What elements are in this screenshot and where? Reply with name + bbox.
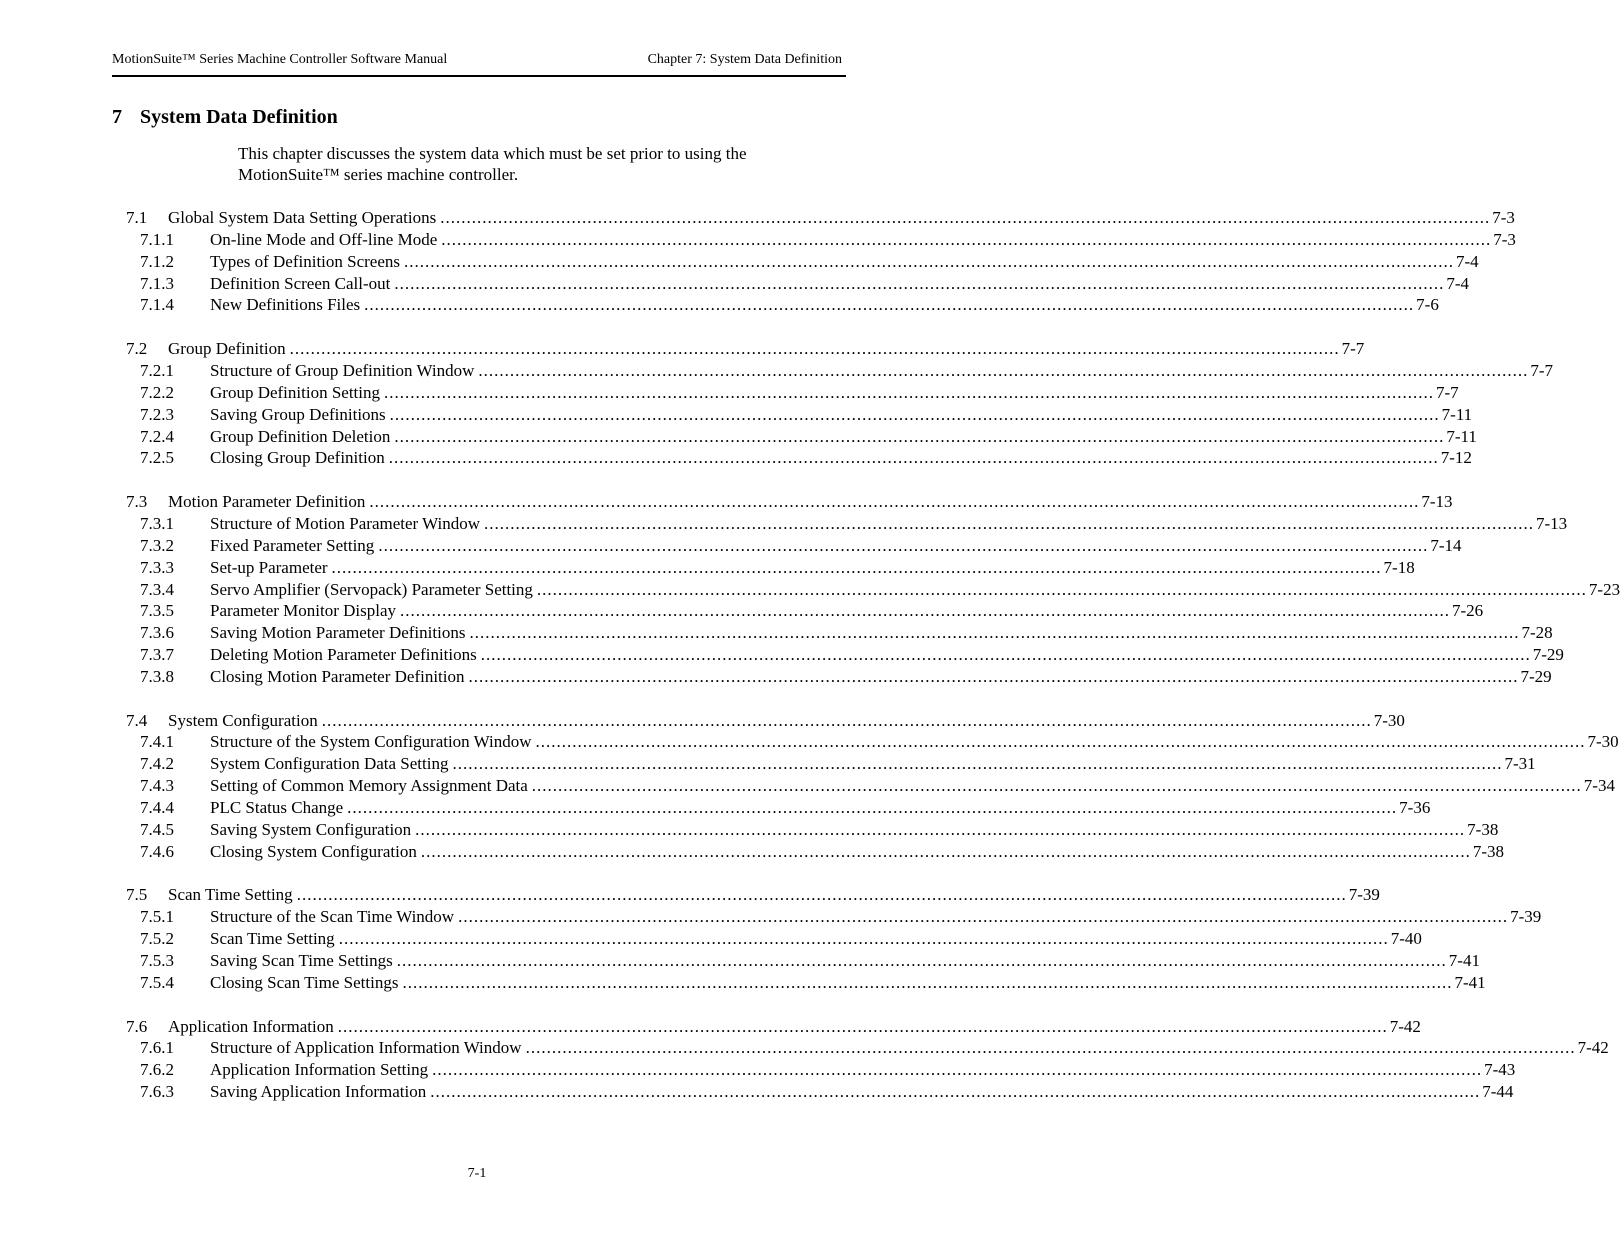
toc-entry-page: 7-13 [1536,513,1568,533]
toc-entry-number: 7.2.4 [140,426,174,446]
toc-entry-number: 7.4.5 [140,819,174,839]
toc-entry-title: Saving System Configuration [210,819,412,839]
toc-entry-page: 7-44 [1482,1082,1514,1101]
toc-entry-title: System Configuration Data Setting [210,754,449,774]
toc-entry-title: System Configuration [168,710,318,730]
toc-entry-number: 7.2.2 [140,382,174,402]
toc-leader-dots: ........................................................................................................................................................................................................ [536,579,1587,599]
toc-entry-number: 7.3.1 [140,513,174,533]
toc-entry-page: 7-31 [1504,754,1536,774]
toc-leader-dots: ........................................................................................................................................................................................................ [468,666,1519,686]
toc-entry [140,535,1462,556]
toc-entry-page: 7-3 [1493,229,1516,249]
toc-entry-title: Closing Group Definition [210,448,385,468]
page-header [112,52,846,77]
toc-leader-dots: ........................................................................................................................................................................................................ [404,251,1455,271]
chapter-heading [112,106,338,129]
toc-entry-page: 7-28 [1521,623,1553,643]
header-chapter-title: Chapter 7: System Data Definition [647,52,842,67]
toc-entry-title: On-line Mode and Off-line Mode [210,229,438,249]
toc-entry-page: 7-39 [1510,907,1542,927]
toc-leader-dots: ........................................................................................................................................................................................................ [420,841,1471,861]
toc-entry-page: 7-29 [1532,645,1564,664]
toc-entry-page: 7-13 [1421,492,1453,512]
toc-entry [140,841,1505,862]
toc-entry-page: 7-30 [1373,710,1405,730]
toc-entry-page: 7-7 [1530,361,1554,380]
toc-entry-number: 7.6.2 [140,1060,174,1080]
toc-entry [140,294,1439,315]
toc-entry-number: 7.5.4 [140,972,174,992]
chapter-intro: This chapter discusses the system data which must be set prior to using the MotionSuite™ series machine controller. [238,144,747,184]
toc-leader-dots: ........................................................................................................................................................................................................ [415,819,1466,839]
toc-entry [126,710,1405,731]
toc-entry [140,1037,1609,1058]
toc-entry-number: 7.2.5 [140,448,174,468]
toc-entry-number: 7.3.5 [140,601,174,621]
toc-entry [140,775,1615,796]
toc-entry [126,884,1380,905]
toc-entry-page: 7-4 [1456,251,1479,271]
toc-entry-page: 7-30 [1587,732,1619,752]
toc-entry-number: 7.1.2 [140,251,174,271]
toc-leader-dots: ........................................................................................................................................................................................................ [432,1060,1483,1080]
toc-leader-dots: ........................................................................................................................................................................................................ [378,535,1429,555]
toc-entry-page: 7-11 [1441,404,1473,424]
toc-entry-title: Saving Motion Parameter Definitions [210,623,466,643]
toc-entry-title: Deleting Motion Parameter Definitions [210,645,477,664]
toc-leader-dots: ........................................................................................................................................................................................................ [469,623,1520,643]
toc-leader-dots: ........................................................................................................................................................................................................ [441,229,1492,249]
toc-entry-number: 7.4.1 [140,732,174,752]
toc-entry-title: Closing System Configuration [210,841,417,861]
toc-entry-title: Structure of Motion Parameter Window [210,513,480,533]
toc-entry-number: 7.3.4 [140,579,174,599]
toc-entry-number: 7.3.6 [140,623,174,643]
toc-entry-title: Closing Scan Time Settings [210,972,399,992]
toc-entry-title: Structure of the System Configuration Window [210,732,532,752]
toc-entry [140,797,1431,818]
toc-entry-number: 7.2.3 [140,404,174,424]
toc-leader-dots: ........................................................................................................................................................................................................ [364,295,1415,315]
toc-entry [140,404,1473,425]
toc-entry-title: Application Information [168,1016,334,1036]
toc-entry-number: 7.5 [126,885,148,905]
toc-entry [140,666,1552,687]
toc-entry-page: 7-42 [1577,1038,1609,1058]
toc-entry [140,753,1536,774]
toc-entry-number: 7.4.6 [140,841,174,861]
toc-entry [140,382,1459,403]
toc-entry [140,426,1477,447]
toc-entry-page: 7-38 [1472,841,1505,861]
toc-leader-dots: ........................................................................................................................................................................................................ [394,426,1445,446]
toc-entry-number: 7.2.1 [140,361,174,380]
toc-entry-title: Saving Scan Time Settings [210,950,393,970]
toc-entry-number: 7.1.1 [140,229,174,249]
toc-entry-number: 7.4.3 [140,776,174,796]
toc-entry-page: 7-34 [1583,776,1615,796]
toc-entry-title: Structure of Application Information Window [210,1038,522,1058]
toc-leader-dots: ........................................................................................................................................................................................................ [480,645,1531,664]
toc-leader-dots: ........................................................................................................................................................................................................ [531,776,1582,796]
toc-leader-dots: ........................................................................................................................................................................................................ [394,273,1445,293]
toc-entry-page: 7-3 [1492,208,1515,227]
toc-entry-number: 7.2 [126,339,148,359]
toc-entry-number: 7.3.8 [140,666,174,686]
toc-entry-page: 7-7 [1435,382,1459,402]
toc-leader-dots: ........................................................................................................................................................................................................ [396,950,1447,970]
toc-entry-page: 7-41 [1454,972,1486,992]
toc-entry-title: Types of Definition Screens [210,251,401,271]
toc-entry [140,447,1472,468]
toc-entry-number: 7.6.3 [140,1082,174,1101]
toc-leader-dots: ........................................................................................................................................................................................................ [389,404,1440,424]
toc-leader-dots: ........................................................................................................................................................................................................ [337,1016,1388,1036]
toc-entry [140,928,1422,949]
toc-entry-title: Parameter Monitor Display [210,601,397,621]
toc-entry [126,338,1365,359]
toc-entry [140,229,1516,250]
toc-leader-dots: ........................................................................................................................................................................................................ [458,907,1509,927]
toc-entry [140,972,1486,993]
toc-entry-number: 7.5.3 [140,950,174,970]
toc-entry [126,491,1453,512]
toc-entry-page: 7-42 [1389,1016,1421,1036]
toc-leader-dots: ........................................................................................................................................................................................................ [402,972,1453,992]
toc-leader-dots: ........................................................................................................................................................................................................ [430,1082,1481,1101]
toc-entry-title: Fixed Parameter Setting [210,535,375,555]
toc-leader-dots: ........................................................................................................................................................................................................ [535,732,1586,752]
toc-entry-number: 7.1.4 [140,295,174,315]
toc-entry [140,251,1479,272]
toc-entry-page: 7-18 [1383,557,1415,577]
toc-entry [140,513,1568,534]
toc-leader-dots: ........................................................................................................................................................................................................ [296,885,1347,905]
toc-entry-title: New Definitions Files [210,295,361,315]
toc-leader-dots: ........................................................................................................................................................................................................ [484,513,1534,533]
toc-entry-title: Scan Time Setting [210,929,335,949]
toc-entry [140,819,1499,840]
toc-entry-page: 7-12 [1440,448,1472,468]
toc-entry-number: 7.3.3 [140,557,174,577]
toc-entry [140,1081,1514,1102]
toc-entry-title: Structure of the Scan Time Window [210,907,455,927]
toc-leader-dots: ........................................................................................................................................................................................................ [440,208,1491,227]
toc-entry-number: 7.6 [126,1016,148,1036]
header-manual-title: MotionSuite™ Series Machine Controller Software Manual [112,52,448,67]
toc-entry-number: 7.4 [126,710,148,730]
toc-entry-page: 7-36 [1399,798,1431,817]
toc-entry-number: 7.6.1 [140,1038,174,1058]
toc-entry-number: 7.3.2 [140,535,174,555]
toc-leader-dots: ........................................................................................................................................................................................................ [452,754,1503,774]
toc-entry-page: 7-6 [1416,295,1439,315]
toc-entry-title: Saving Group Definitions [210,404,386,424]
toc-leader-dots: ........................................................................................................................................................................................................ [321,710,1372,730]
toc-entry [140,360,1554,381]
toc-leader-dots: ........................................................................................................................................................................................................ [369,492,1420,512]
toc-entry-page: 7-7 [1341,339,1365,359]
toc-entry-page: 7-14 [1430,535,1462,555]
toc-leader-dots: ........................................................................................................................................................................................................ [347,798,1398,817]
toc-entry-number: 7.5.2 [140,929,174,949]
toc-entry [140,1059,1516,1080]
toc-leader-dots: ........................................................................................................................................................................................................ [525,1038,1576,1058]
toc-entry-title: Group Definition [168,339,286,359]
toc-entry [140,950,1480,971]
toc-entry-number: 7.3.7 [140,645,174,664]
toc-entry [126,207,1515,228]
toc-entry-number: 7.3 [126,492,148,512]
toc-leader-dots: ........................................................................................................................................................................................................ [388,448,1439,468]
toc-leader-dots: ........................................................................................................................................................................................................ [331,557,1382,577]
toc-entry-title: Global System Data Setting Operations [168,208,437,227]
toc-entry-page: 7-23 [1588,579,1620,599]
toc-entry-title: Servo Amplifier (Servopack) Parameter Setting [210,579,533,599]
toc-entry [126,1016,1421,1037]
toc-leader-dots: ........................................................................................................................................................................................................ [338,929,1389,949]
toc-entry-title: Definition Screen Call-out [210,273,391,293]
toc-entry-page: 7-40 [1390,929,1422,949]
toc-entry-number: 7.4.2 [140,754,174,774]
toc-entry-page: 7-11 [1446,426,1477,446]
toc-entry-page: 7-4 [1446,273,1470,293]
toc-leader-dots: ........................................................................................................................................................................................................ [478,361,1529,380]
toc-entry-page: 7-43 [1484,1060,1516,1080]
toc-entry [140,273,1470,294]
toc-leader-dots: ........................................................................................................................................................................................................ [400,601,1451,621]
toc-entry [140,731,1619,752]
toc-entry-number: 7.1.3 [140,273,174,293]
toc-entry-page: 7-38 [1467,819,1499,839]
toc-entry-title: Motion Parameter Definition [168,492,366,512]
toc-entry [140,622,1553,643]
toc-entry-title: Setting of Common Memory Assignment Data [210,776,528,796]
toc-entry-number: 7.4.4 [140,798,174,817]
toc-entry [140,600,1484,621]
toc-entry [140,557,1415,578]
toc-entry-page: 7-41 [1448,950,1480,970]
toc-entry-number: 7.1 [126,208,148,227]
toc-entry-page: 7-26 [1452,601,1484,621]
toc-entry-page: 7-29 [1520,666,1552,686]
toc-entry-title: Group Definition Deletion [210,426,391,446]
toc-entry-title: Saving Application Information [210,1082,427,1101]
page-number: 7-1 [467,1166,487,1181]
toc-entry-title: Group Definition Setting [210,382,380,402]
toc-entry [140,906,1542,927]
toc-entry [140,579,1620,600]
toc-entry-title: Structure of Group Definition Window [210,361,475,380]
toc-entry-number: 7.5.1 [140,907,174,927]
toc-entry [140,644,1564,665]
toc-entry-title: Closing Motion Parameter Definition [210,666,465,686]
toc-entry-title: Scan Time Setting [168,885,293,905]
toc-entry-title: PLC Status Change [210,798,344,817]
chapter-title: System Data Definition [140,106,338,128]
toc-leader-dots: ........................................................................................................................................................................................................ [289,339,1340,359]
chapter-number: 7 [112,106,122,128]
toc-entry-page: 7-39 [1348,885,1380,905]
toc-leader-dots: ........................................................................................................................................................................................................ [383,382,1434,402]
toc-entry-title: Application Information Setting [210,1060,429,1080]
toc-entry-title: Set-up Parameter [210,557,328,577]
